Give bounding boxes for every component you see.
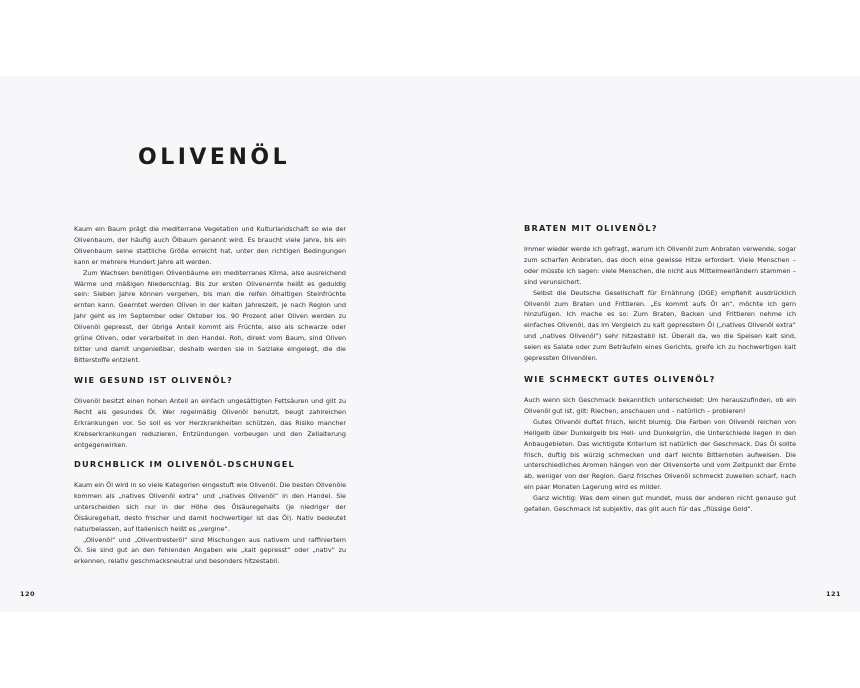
section-health xyxy=(74,375,346,451)
intro-text xyxy=(74,224,346,366)
section-frying xyxy=(524,223,796,364)
oil-jungle-paragraph-1: Kaum ein Öl wird in so viele Kategorien eingestuft wie Olivenöl. Die besten Olivenöle kommen als „natives Olivenöl extra“ und „natives Olivenöl“ in den Handel. Sie unterscheiden sich nur in der Höhe des Ölsäuregehalts (je niedriger der Ölsäuregehalt, desto frischer und damit hochwertiger ist das Öl). Nativ bedeutet naturbelassen, auf Italienisch heißt es „vergine“. xyxy=(74,481,346,533)
section-heading-taste: WIE SCHMECKT GUTES OLIVENÖL? xyxy=(524,374,716,384)
intro-paragraph-1: Kaum ein Baum prägt die mediterrane Vegetation und Kulturlandschaft so wie der Olivenbaum, der häufig auch Ölbaum genannt wird. Es braucht viele Jahre, bis ein Olivenbaum seine stattliche Größe erreicht hat, unter den richtigen Bedingungen kann er mehrere Hundert Jahre alt werden. xyxy=(74,225,346,266)
section-heading-health: WIE GESUND IST OLIVENÖL? xyxy=(74,375,233,385)
taste-paragraph-1: Auch wenn sich Geschmack bekanntlich unterscheidet: Um herauszufinden, ob ein Olivenöl gut ist, gilt: Riechen, anschauen und – natürlich – probieren! xyxy=(524,396,796,415)
frying-paragraph-1: Immer wieder werde ich gefragt, warum ich Olivenöl zum Anbraten verwende, sogar zum scharfen Anbraten, das doch eine gewisse Hitze erfordert. Viele Menschen – oder müsste ich sagen: viele Menschen, die nicht aus Mittelmeerländern stammen – sind verunsichert. xyxy=(524,245,796,286)
health-paragraph-1: Olivenöl besitzt einen hohen Anteil an einfach ungesättigten Fettsäuren und gilt zu Recht als gesundes Öl. Wer regelmäßig Olivenöl benutzt, beugt zahlreichen Erkrankungen vor. So soll es vor Herzkrankheiten schützen, das Risiko mancher Krebserkrankungen reduzieren, Entzündungen vorbeugen und den Zellalterung entgegenwirken. xyxy=(74,397,346,449)
section-heading-frying: BRATEN MIT OLIVENÖL? xyxy=(524,223,658,233)
page-number-right: 121 xyxy=(826,590,842,598)
page-title: OLIVENÖL xyxy=(138,145,291,170)
taste-paragraph-2: Gutes Olivenöl duftet frisch, leicht blumig. Die Farben von Olivenöl reichen von Hellgelb über Dunkelgelb bis Hell- und Dunkelgrün, die Unterschiede liegen in den Anbaugebieten. Das wichtigste Kriterium ist natürlich der Geschmack. Das Öl sollte frisch, duftig bis würzig schmecken und darf leichte Bitternoten aufweisen. Die unterschiedliches Aromen hängen von der Olivensorte und vom Zeitpunkt der Ernte ab, weniger von der Region. Ganz frisches Olivenöl schmeckt zuweilen scharf, nach ein paar Monaten Lagerung wird es milder. xyxy=(524,417,796,492)
intro-paragraph-2: Zum Wachsen benötigen Olivenbäume ein mediterranes Klima, also ausreichend Wärme und mäßigen Niederschlag. Bis zur ersten Olivenernte heißt es geduldig sein: Sieben Jahre können vergehen, bis man die reifen ölhaltigen Steinfrüchte ernten kann. Geerntet werden Oliven in der kalten Jahreszeit, je nach Region und Jahr geht es im September oder Oktober los. 90 Prozent aller Oliven werden zu Olivenöl gepresst, der übrige Anteil kommt als Früchte, also als schwarze oder grüne Oliven, oder verarbeitet in den Handel. Roh, direkt vom Baum, sind Oliven bitter und damit ungenießbar, deshalb werden sie in Salzlake eingelegt, die die Bitterstoffe entzieht. xyxy=(74,268,346,364)
oil-jungle-paragraph-2: „Olivenöl“ und „Oliventresteröl“ sind Mischungen aus nativem und raffiniertem Öl. Sie sind gut an den fehlenden Angaben wie „kalt gepresst“ oder „nativ“ zu erkennen, relativ geschmacksneutral und besonders hitzestabil. xyxy=(74,535,346,566)
frying-paragraph-2: Selbst die Deutsche Gesellschaft für Ernährung (DGE) empfiehlt ausdrücklich Olivenöl zum Braten und Frittieren. „Es kommt aufs Öl an“, möchte ich gern hinzufügen. Ich mache es so: Zum Braten, Backen und Frittieren nehme ich einfaches Olivenöl, das im Vergleich zu kalt gepresstem Öl („natives Olivenöl extra“ und „natives Olivenöl“) sehr hitzestabil ist. Überall da, wo die Speisen kalt sind, seien es Salate oder zum Beträufeln eines Gerichts, greife ich zu hochwertigen kalt gepressten Olivenölen. xyxy=(524,288,796,363)
section-oil-jungle xyxy=(74,459,346,567)
taste-paragraph-3: Ganz wichtig: Was dem einen gut mundet, muss der anderen nicht genauso gut gefallen. Geschmack ist subjektiv, das gilt auch für das „flüssige Gold“. xyxy=(524,494,796,514)
page-number-left: 120 xyxy=(20,590,36,598)
section-heading-oil-jungle: DURCHBLICK IM OLIVENÖL-DSCHUNGEL xyxy=(74,459,295,469)
section-taste xyxy=(524,374,796,515)
